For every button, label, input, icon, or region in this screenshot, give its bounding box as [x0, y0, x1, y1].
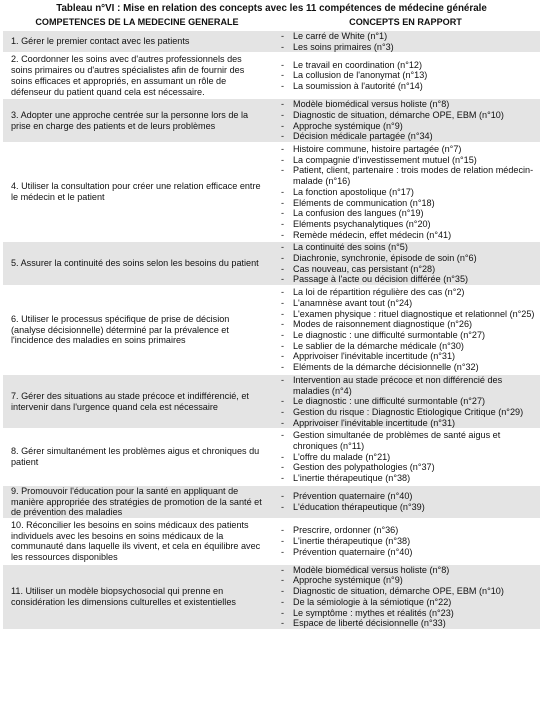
concept-text: Gestion du risque : Diagnostic Etiologique Critique (n°29): [293, 406, 524, 417]
concept-item: [281, 99, 536, 110]
concept-text: Décision médicale partagée (n°34): [293, 131, 433, 142]
dash-bullet: -: [281, 208, 285, 219]
concept-text: La fonction apostolique (n°17): [293, 186, 414, 197]
table-row: [3, 241, 540, 286]
concept-text: La collusion de l'anonymat (n°13): [293, 70, 428, 81]
dash-bullet: -: [281, 218, 285, 229]
dash-bullet: -: [281, 596, 285, 607]
concept-item: [281, 396, 536, 407]
concept-item: [281, 264, 536, 275]
concept-item: [281, 362, 536, 373]
concept-text: Les soins primaires (n°3): [293, 41, 394, 52]
concept-item: [281, 473, 536, 484]
concept-text: Le diagnostic : une difficulté surmontable (n°27): [293, 329, 486, 340]
concept-text: Eléments de communication (n°18): [293, 197, 435, 208]
concept-item: [281, 60, 536, 71]
concept-text: Gestion des polypathologies (n°37): [293, 462, 435, 473]
concept-text: L'inertie thérapeutique (n°38): [293, 535, 411, 546]
concept-text: Le travail en coordination (n°12): [293, 59, 423, 70]
concept-item: [281, 81, 536, 92]
header-competences: COMPETENCES DE LA MEDECINE GENERALE: [3, 15, 271, 30]
concept-item: [281, 131, 536, 142]
concept-text: Eléments de la démarche décisionnelle (n°32): [293, 362, 479, 373]
dash-bullet: -: [281, 501, 285, 512]
concept-item: [281, 110, 536, 121]
dash-bullet: -: [281, 263, 285, 274]
dash-bullet: -: [281, 564, 285, 575]
concept-text: Passage à l'acte ou décision différée (n°35): [293, 274, 469, 285]
dash-bullet: -: [281, 144, 285, 155]
dash-bullet: -: [281, 319, 285, 330]
concept-item: [281, 198, 536, 209]
table-row: [3, 564, 540, 629]
dash-bullet: -: [281, 81, 285, 92]
dash-bullet: -: [281, 575, 285, 586]
concept-item: [281, 230, 536, 241]
concept-text: Intervention au stade précoce et non différencié des maladies (n°4): [293, 374, 503, 396]
concept-item: [281, 575, 536, 586]
table-row: [3, 429, 540, 485]
dash-bullet: -: [281, 229, 285, 240]
concept-text: La continuité des soins (n°5): [293, 242, 408, 253]
concept-item: [281, 491, 536, 502]
competence-cell: 3. Adopter une approche centrée sur la personne lors de la prise en charge des patients et de leurs problèmes: [3, 98, 271, 143]
table-container: [3, 2, 540, 629]
competence-cell: 6. Utiliser le processus spécifique de prise de décision (analyse décisionnelle) déterminé par la prévalence et l'incidence des maladies en soins primaires: [3, 286, 271, 374]
dash-bullet: -: [281, 242, 285, 253]
concept-item: [281, 42, 536, 53]
competence-cell: 10. Réconcilier les besoins en soins médicaux des patients individuels avec les besoins en soins médicaux de la communauté dans laquelle ils vivent, et cela en équilibre avec les ressources disponibles: [3, 519, 271, 564]
concepts-cell: [271, 241, 540, 286]
concept-text: Eléments psychanalytiques (n°20): [293, 218, 431, 229]
dash-bullet: -: [281, 525, 285, 536]
concepts-cell: [271, 519, 540, 564]
concepts-cell: [271, 374, 540, 430]
concept-text: Prévention quaternaire (n°40): [293, 491, 413, 502]
dash-bullet: -: [281, 59, 285, 70]
header-concepts: CONCEPTS EN RAPPORT: [271, 15, 540, 30]
concept-item: [281, 618, 536, 629]
concept-text: Diagnostic de situation, démarche OPE, EBM (n°10): [293, 109, 504, 120]
concept-item: [281, 31, 536, 42]
competence-cell: 5. Assurer la continuité des soins selon les besoins du patient: [3, 241, 271, 286]
concepts-cell: [271, 564, 540, 629]
concept-item: [281, 319, 536, 330]
table-row: [3, 286, 540, 374]
concept-text: Apprivoiser l'inévitable incertitude (n°31): [293, 351, 456, 362]
concepts-cell: [271, 98, 540, 143]
dash-bullet: -: [281, 287, 285, 298]
concept-item: [281, 547, 536, 558]
table-row: [3, 30, 540, 53]
concept-text: La compagnie d'investissement mutuel (n°15): [293, 154, 477, 165]
table-row: [3, 519, 540, 564]
concept-item: [281, 608, 536, 619]
concept-text: L'anamnèse avant tout (n°24): [293, 297, 413, 308]
concept-item: [281, 242, 536, 253]
dash-bullet: -: [281, 586, 285, 597]
concept-item: [281, 330, 536, 341]
concept-text: L'inertie thérapeutique (n°38): [293, 473, 411, 484]
concept-item: [281, 144, 536, 155]
concept-item: [281, 597, 536, 608]
concept-text: Le diagnostic : une difficulté surmontable (n°27): [293, 396, 486, 407]
table-body: [3, 30, 540, 629]
concept-item: [281, 375, 536, 396]
concept-text: Cas nouveau, cas persistant (n°28): [293, 263, 436, 274]
concept-text: L'examen physique : rituel diagnostique et relationnel (n°25): [293, 308, 535, 319]
concept-text: Modèle biomédical versus holiste (n°8): [293, 564, 450, 575]
table-row: [3, 143, 540, 241]
concept-item: [281, 418, 536, 429]
competence-cell: 7. Gérer des situations au stade précoce et indifférencié, et intervenir dans l'urgence quand cela est nécessaire: [3, 374, 271, 430]
concept-item: [281, 525, 536, 536]
dash-bullet: -: [281, 362, 285, 373]
concept-item: [281, 502, 536, 513]
concept-item: [281, 287, 536, 298]
competence-cell: 8. Gérer simultanément les problèmes aigus et chroniques du patient: [3, 429, 271, 485]
concept-text: Histoire commune, histoire partagée (n°7): [293, 144, 462, 155]
concept-text: Le sablier de la démarche médicale (n°30): [293, 340, 464, 351]
concept-text: De la sémiologie à la sémiotique (n°22): [293, 596, 452, 607]
concept-item: [281, 341, 536, 352]
concept-item: [281, 452, 536, 463]
dash-bullet: -: [281, 473, 285, 484]
table-row: [3, 485, 540, 519]
dash-bullet: -: [281, 109, 285, 120]
concept-text: Le carré de White (n°1): [293, 31, 388, 41]
concept-item: [281, 208, 536, 219]
concept-text: Le symptôme : mythes et réalités (n°23): [293, 607, 454, 618]
concept-text: Gestion simultanée de problèmes de santé aigus et chroniques (n°11): [293, 430, 501, 452]
concept-text: L'éducation thérapeutique (n°39): [293, 501, 425, 512]
dash-bullet: -: [281, 253, 285, 264]
dash-bullet: -: [281, 430, 285, 441]
concept-text: L'offre du malade (n°21): [293, 451, 391, 462]
concept-text: Prévention quaternaire (n°40): [293, 546, 413, 557]
dash-bullet: -: [281, 131, 285, 142]
dash-bullet: -: [281, 308, 285, 319]
concept-text: Modes de raisonnement diagnostique (n°26): [293, 319, 473, 330]
concept-text: Remède médecin, effet médecin (n°41): [293, 229, 452, 240]
concept-item: [281, 407, 536, 418]
table-row: [3, 53, 540, 98]
concept-item: [281, 155, 536, 166]
table-row: [3, 374, 540, 430]
dash-bullet: -: [281, 340, 285, 351]
dash-bullet: -: [281, 186, 285, 197]
dash-bullet: -: [281, 462, 285, 473]
dash-bullet: -: [281, 374, 285, 385]
concept-item: [281, 536, 536, 547]
dash-bullet: -: [281, 535, 285, 546]
concept-text: Patient, client, partenaire : trois modes de relation médecin-malade (n°16): [293, 165, 534, 187]
dash-bullet: -: [281, 491, 285, 502]
competence-cell: 4. Utiliser la consultation pour créer une relation efficace entre le médecin et le patient: [3, 143, 271, 241]
table-row: [3, 98, 540, 143]
dash-bullet: -: [281, 297, 285, 308]
dash-bullet: -: [281, 31, 285, 41]
concepts-cell: [271, 485, 540, 519]
dash-bullet: -: [281, 618, 285, 629]
concept-text: La confusion des langues (n°19): [293, 208, 424, 219]
concept-text: Prescrire, ordonner (n°36): [293, 525, 399, 536]
concept-item: [281, 586, 536, 597]
table-title: Tableau n°VI : Mise en relation des concepts avec les 11 compétences de médecine générale: [56, 3, 487, 14]
header-row: [3, 15, 540, 30]
dash-bullet: -: [281, 70, 285, 81]
dash-bullet: -: [281, 546, 285, 557]
dash-bullet: -: [281, 607, 285, 618]
concept-item: [281, 121, 536, 132]
concepts-cell: [271, 30, 540, 53]
dash-bullet: -: [281, 154, 285, 165]
concept-text: Diagnostic de situation, démarche OPE, EBM (n°10): [293, 586, 504, 597]
competences-table: [3, 15, 540, 629]
concepts-cell: [271, 429, 540, 485]
concept-text: Diachronie, synchronie, épisode de soin (n°6): [293, 253, 477, 264]
concept-text: La soumission à l'autorité (n°14): [293, 81, 423, 92]
dash-bullet: -: [281, 120, 285, 131]
concept-item: [281, 565, 536, 576]
dash-bullet: -: [281, 165, 285, 176]
concept-text: La loi de répartition régulière des cas (n°2): [293, 287, 465, 298]
concept-item: [281, 298, 536, 309]
concept-item: [281, 462, 536, 473]
concept-text: Apprivoiser l'inévitable incertitude (n°31): [293, 417, 456, 428]
concept-text: Modèle biomédical versus holiste (n°8): [293, 99, 450, 110]
dash-bullet: -: [281, 329, 285, 340]
competence-cell: 1. Gérer le premier contact avec les patients: [3, 30, 271, 53]
concepts-cell: [271, 53, 540, 98]
concepts-cell: [271, 286, 540, 374]
concept-item: [281, 274, 536, 285]
concept-item: [281, 187, 536, 198]
concept-item: [281, 253, 536, 264]
concept-item: [281, 165, 536, 186]
concept-item: [281, 219, 536, 230]
dash-bullet: -: [281, 351, 285, 362]
dash-bullet: -: [281, 406, 285, 417]
concept-item: [281, 70, 536, 81]
dash-bullet: -: [281, 417, 285, 428]
concept-text: Approche systémique (n°9): [293, 575, 403, 586]
competence-cell: 11. Utiliser un modèle biopsychosocial qui prenne en considération les dimensions culturelles et existentielles: [3, 564, 271, 629]
concept-item: [281, 351, 536, 362]
competence-cell: 9. Promouvoir l'éducation pour la santé en appliquant de manière appropriée des stratégies de promotion de la santé et de prévention des maladies: [3, 485, 271, 519]
concept-item: [281, 430, 536, 451]
concept-item: [281, 309, 536, 320]
dash-bullet: -: [281, 451, 285, 462]
concept-text: Espace de liberté décisionnelle (n°33): [293, 618, 446, 629]
dash-bullet: -: [281, 396, 285, 407]
dash-bullet: -: [281, 197, 285, 208]
dash-bullet: -: [281, 41, 285, 52]
dash-bullet: -: [281, 274, 285, 285]
dash-bullet: -: [281, 99, 285, 110]
competence-cell: 2. Coordonner les soins avec d'autres professionnels des soins primaires ou d'autres spécialistes afin de fournir des soins efficaces et appropriés, en assumant un rôle de défenseur du patient quand cela est nécessaire.: [3, 53, 271, 98]
concepts-cell: [271, 143, 540, 241]
concept-text: Approche systémique (n°9): [293, 120, 403, 131]
